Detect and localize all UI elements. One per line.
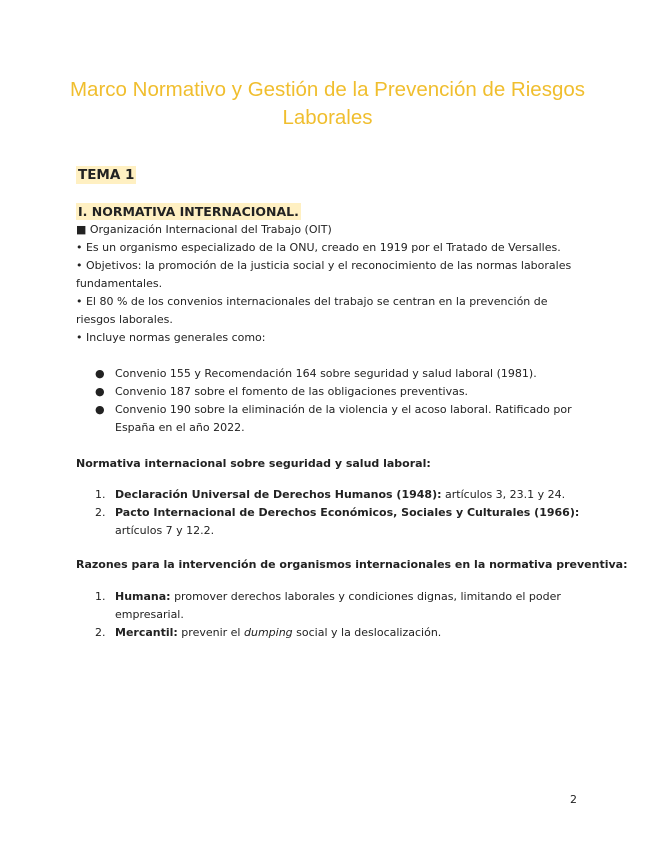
list-item [95, 365, 585, 383]
section-title: I. NORMATIVA INTERNACIONAL. [78, 204, 299, 219]
list-item-italic: dumping [243, 626, 293, 639]
org-line: ■ Organización Internacional del Trabajo (OIT) [76, 223, 332, 236]
list-item [95, 401, 585, 437]
list-item-text: Convenio 190 sobre la eliminación de la violencia y el acoso laboral. Ratificado por España en el año 2022. [115, 403, 572, 434]
bullet-icon: ● [95, 367, 105, 380]
list-number: 1. [95, 590, 106, 603]
convenios-list [95, 365, 585, 437]
intro-paragraph-1: • Es un organismo especializado de la ONU, creado en 1919 por el Tratado de Versalles. [76, 241, 561, 254]
list-item-bold: Declaración Universal de Derechos Humanos (1948): [115, 488, 442, 501]
list-item-text: prevenir el [177, 626, 244, 639]
list-number: 1. [95, 488, 106, 501]
intro-block [76, 221, 581, 347]
page-number: 2 [570, 793, 577, 806]
list-item [95, 486, 585, 504]
tema-heading [76, 165, 136, 185]
list-item-bold: Mercantil: [115, 626, 178, 639]
intro-paragraph-3: • El 80 % de los convenios internacionales del trabajo se centran en la prevención de riesgos laborales. [76, 295, 548, 326]
list-item-text: artículos 7 y 12.2. [115, 524, 215, 537]
normativa-heading: Normativa internacional sobre seguridad y salud laboral: [76, 457, 431, 470]
list-item-bold: Pacto Internacional de Derechos Económicos, Sociales y Culturales (1966): [115, 506, 580, 519]
list-item-text: artículos 3, 23.1 y 24. [441, 488, 566, 501]
list-number: 2. [95, 626, 106, 639]
section-heading [76, 203, 301, 221]
razones-list [95, 588, 585, 642]
tema-label: TEMA 1 [78, 167, 135, 183]
list-item-text: Convenio 187 sobre el fomento de las obligaciones preventivas. [115, 385, 469, 398]
list-item [95, 624, 585, 642]
intro-paragraph-4: • Incluye normas generales como: [76, 331, 266, 344]
list-item [95, 504, 585, 540]
list-item [95, 383, 585, 401]
intro-paragraph-2: • Objetivos: la promoción de la justicia social y el reconocimiento de las normas laborales fundamentales. [76, 259, 572, 290]
list-item-bold: Humana: [115, 590, 171, 603]
list-item-text: promover derechos laborales y condiciones dignas, limitando el poder empresarial. [115, 590, 561, 621]
document-title: Marco Normativo y Gestión de la Prevención de Riesgos Laborales [69, 78, 585, 129]
list-number: 2. [95, 506, 106, 519]
bullet-icon: ● [95, 385, 105, 398]
bullet-icon: ● [95, 403, 105, 416]
list-item [95, 588, 585, 624]
normativa-list [95, 486, 585, 540]
razones-heading: Razones para la intervención de organismos internacionales en la normativa preventiva: [76, 558, 628, 571]
list-item-text-after: social y la deslocalización. [292, 626, 442, 639]
list-item-text: Convenio 155 y Recomendación 164 sobre seguridad y salud laboral (1981). [115, 367, 537, 380]
